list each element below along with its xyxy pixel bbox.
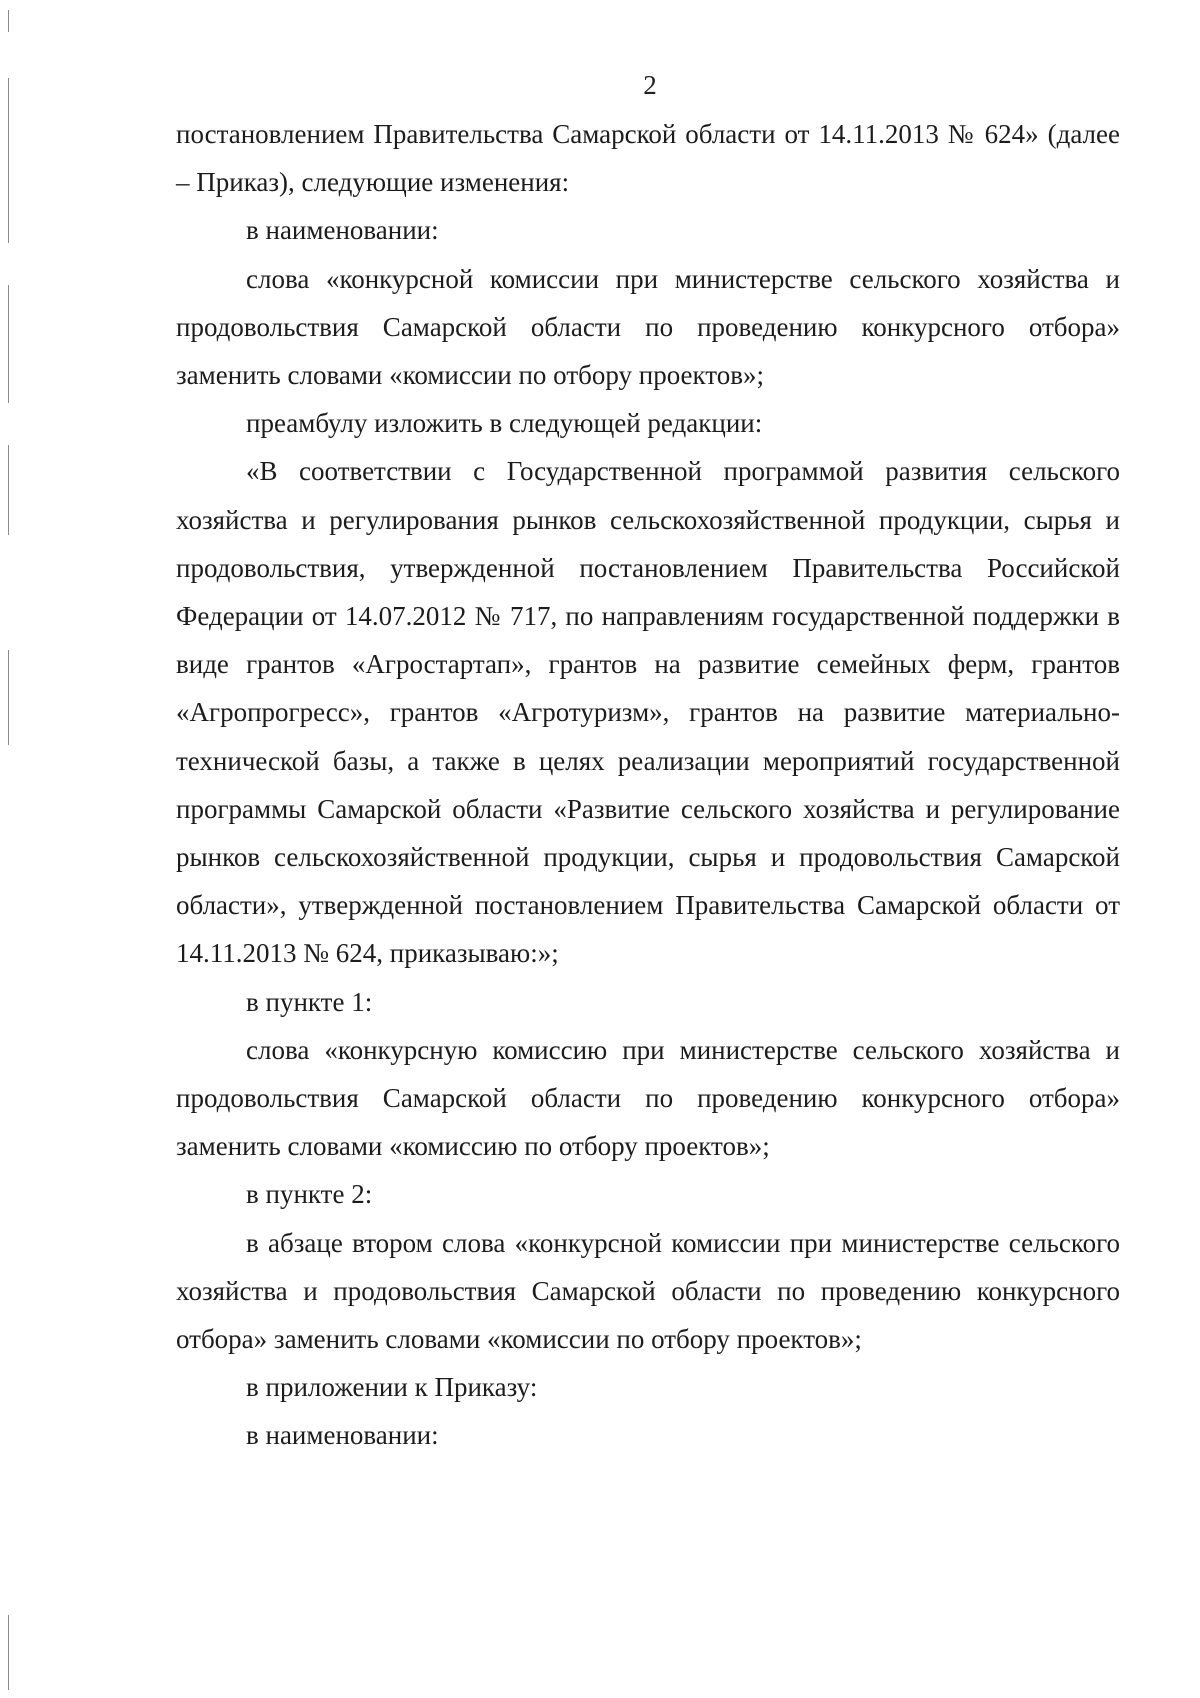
paragraph: в приложении к Приказу: (246, 1372, 538, 1403)
scan-edge-mark (8, 445, 9, 535)
scan-edge-mark (8, 10, 9, 32)
page-number: 2 (643, 70, 657, 100)
paragraph: в пункте 2: (246, 1179, 373, 1210)
paragraph: в наименовании: (246, 1420, 439, 1451)
document-body (176, 110, 1120, 1460)
paragraph: слова «конкурсной комиссии при министерстве сельского хозяйства и продовольствия Самарской области по проведению конкурсного отбора» заменить словами «комиссии по отбору проектов»; (176, 263, 1120, 391)
paragraph: слова «конкурсную комиссию при министерстве сельского хозяйства и продовольствия Самарской области по проведению конкурсного отбора» заменить словами «комиссию по отбору проектов»; (176, 1034, 1120, 1162)
scan-edge-mark (8, 78, 9, 243)
paragraph: постановлением Правительства Самарской области от 14.11.2013 № 624» (далее – Приказ), следующие изменения: (176, 119, 1120, 198)
paragraph: преамбулу изложить в следующей редакции: (246, 408, 763, 439)
paragraph: «В соответствии с Государственной программой развития сельского хозяйства и регулирования рынков сельскохозяйственной продукции, сырья и продовольствия, утвержденной постановлением Правительства Российской Федерации от 14.07.2012 № 717, по направлениям государственной поддержки в виде грантов «Агростартап», грантов на развитие семейных ферм, грантов «Агропрогресс», грантов «Агротуризм», грантов на развитие материально-технической базы, а также в целях реализации мероприятий государственной программы Самарской области «Развитие сельского хозяйства и регулирование рынков сельскохозяйственной продукции, сырья и продовольствия Самарской области», утвержденной постановлением Правительства Самарской области от 14.11.2013 № 624, приказываю:»; (176, 456, 1120, 969)
paragraph: в абзаце втором слова «конкурсной комиссии при министерстве сельского хозяйства и продовольствия Самарской области по проведению конкурсного отбора» заменить словами «комиссии по отбору проектов»; (176, 1227, 1120, 1355)
scan-edge-mark (8, 1615, 9, 1690)
paragraph: в наименовании: (246, 215, 439, 246)
scan-edge-mark (8, 650, 9, 745)
paragraph: в пункте 1: (246, 986, 373, 1017)
scan-edge-mark (8, 285, 9, 403)
